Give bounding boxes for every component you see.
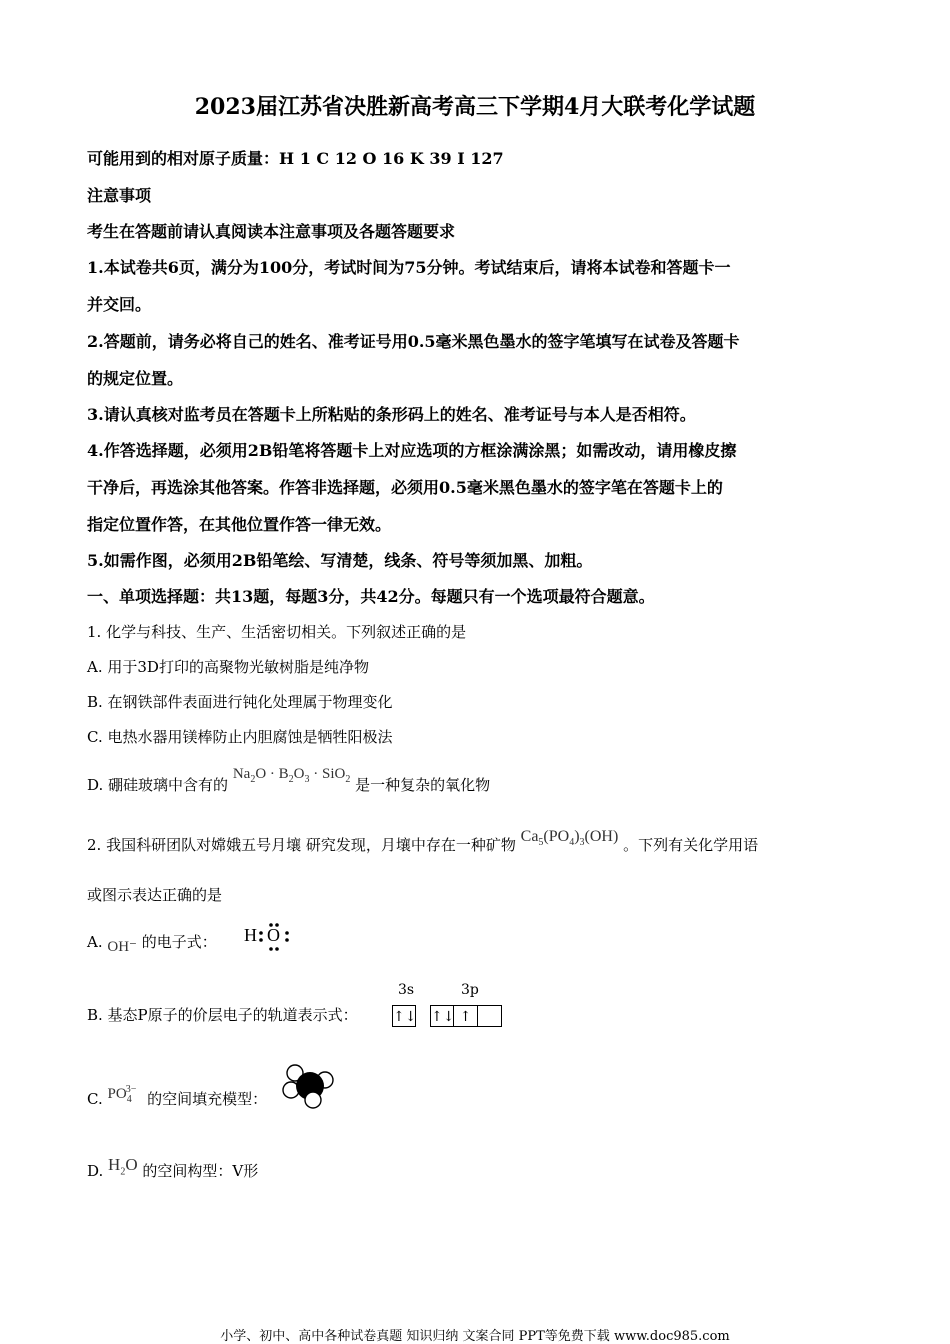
q1-d-prefix: D. 硼硅玻璃中含有的 (87, 776, 229, 794)
q2-option-b: B. 基态P原子的价层电子的轨道表示式： (87, 1006, 358, 1024)
q2-stem (87, 828, 759, 857)
q2-mineral-formula: $Ca_5(PO_4)_3(OH)$ (520, 828, 619, 849)
q2-a-suffix: 的电子式： (141, 933, 217, 951)
notice-line: 的规定位置。 (87, 369, 184, 388)
q2-a-ion: OH⁻ (107, 939, 137, 955)
q2-option-c (87, 1084, 268, 1111)
notice-line: 4.作答选择题，必须用2B铅笔将答题卡上对应选项的方框涂满涂黑；如需改动，请用橡皮擦 (87, 441, 737, 460)
q2-c-formula: $PO_4^{3-}$ (107, 1084, 137, 1105)
notice-line: 5.如需作图，必须用2B铅笔绘、写清楚，线条、符号等须加黑、加粗。 (87, 551, 593, 570)
orbital-diagram-3s (392, 1005, 416, 1027)
phosphate-space-filling-model (280, 1060, 338, 1110)
q1-option-d (87, 766, 491, 797)
orbital-box-3s: ↑↓ (392, 1005, 416, 1027)
q1-stem: 1. 化学与科技、生产、生活密切相关。下列叙述正确的是 (87, 623, 467, 641)
page-title: 2023届江苏省决胜新高考高三下学期4月大联考化学试题 (194, 94, 756, 120)
notice-line: 1.本试卷共6页，满分为100分，考试时间为75分钟。考试结束后，请将本试卷和答题卡一 (87, 258, 731, 277)
q2-c-label: C. (87, 1090, 103, 1108)
notice-line: 2.答题前，请务必将自己的姓名、准考证号用0.5毫米黑色墨水的签字笔填写在试卷及答题卡 (87, 332, 740, 351)
q2-a-label: A. (87, 933, 103, 951)
q1-option-b: B. 在钢铁部件表面进行钝化处理属于物理变化 (87, 693, 393, 711)
orbital-label-3p: 3p (461, 982, 479, 998)
q2-c-suffix: 的空间填充模型： (147, 1090, 268, 1108)
notice-intro: 考生在答题前请认真阅读本注意事项及各题答题要求 (87, 222, 456, 241)
q2-stem-prefix: 2. 我国科研团队对嫦娥五号月壤 研究发现，月壤中存在一种矿物 (87, 836, 516, 854)
lewis-h-atom: H (244, 925, 257, 945)
notice-line: 并交回。 (87, 295, 152, 314)
orbital-box-3p: ↑↓ (430, 1005, 454, 1027)
hydroxide-lewis-structure (244, 922, 294, 952)
q2-d-formula: $H_2O$ (108, 1155, 138, 1178)
notice-line: 3.请认真核对监考员在答题卡上所粘贴的条形码上的姓名、准考证号与本人是否相符。 (87, 405, 696, 424)
q2-d-label: D. (87, 1162, 104, 1180)
q1-d-formula: $Na_2O \cdot B_2O_3 \cdot SiO_2$ (232, 766, 351, 785)
orbital-label-3s: 3s (398, 982, 415, 998)
page-footer: 小学、初中、高中各种试卷真题 知识归纳 文案合同 PPT等免费下载 www.doc985.com (220, 1329, 730, 1344)
q1-option-c: C. 电热水器用镁棒防止内胆腐蚀是牺牲阳极法 (87, 728, 393, 746)
orbital-box-3p: ↑ (454, 1005, 478, 1027)
notice-line: 干净后，再选涂其他答案。作答非选择题，必须用0.5毫米黑色墨水的签字笔在答题卡上的 (87, 478, 723, 497)
notice-heading: 注意事项 (87, 186, 152, 205)
q2-option-d (87, 1155, 259, 1183)
lewis-o-atom: O (267, 925, 280, 945)
notice-line: 指定位置作答，在其他位置作答一律无效。 (87, 515, 392, 534)
q2-stem-line2: 或图示表达正确的是 (87, 886, 223, 904)
q2-stem-suffix: 。下列有关化学用语 (623, 836, 759, 854)
section-heading: 一、单项选择题：共13题，每题3分，共42分。每题只有一个选项最符合题意。 (87, 587, 655, 606)
q2-option-a (87, 931, 217, 955)
orbital-box-3p (478, 1005, 502, 1027)
atomic-mass-line: 可能用到的相对原子质量：H 1 C 12 O 16 K 39 I 127 (87, 149, 504, 168)
q1-d-suffix: 是一种复杂的氧化物 (355, 776, 491, 794)
orbital-diagram-3p (430, 1005, 502, 1027)
q2-d-suffix: 的空间构型：V形 (142, 1162, 259, 1180)
q1-option-a: A. 用于3D打印的高聚物光敏树脂是纯净物 (87, 658, 369, 676)
